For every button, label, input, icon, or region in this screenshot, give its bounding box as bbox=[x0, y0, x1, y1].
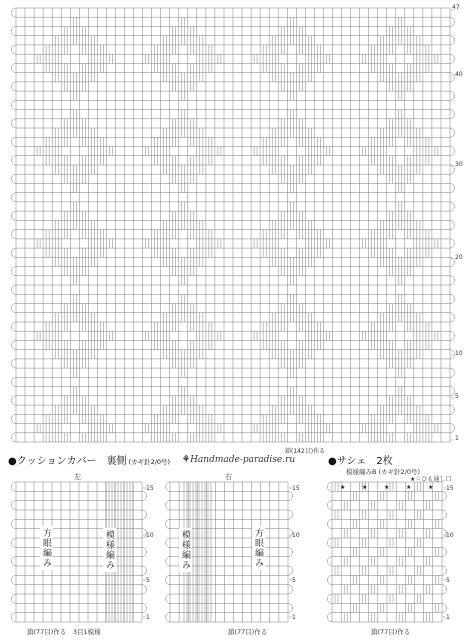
left-panel-header: 左 bbox=[74, 473, 81, 481]
left-row-number-15: 15 bbox=[146, 485, 154, 492]
sachet-foundation-label: 鎖(77目)作る bbox=[371, 628, 411, 636]
main-row-number-47: 47 bbox=[452, 4, 460, 11]
main-row-number-20: 20 bbox=[455, 254, 463, 261]
right-row-number-15: 15 bbox=[292, 485, 300, 492]
star-marker-icon: ★ bbox=[384, 484, 390, 491]
right-row-number-1: 1 bbox=[292, 614, 296, 621]
left-panel-label-a: 方眼編み bbox=[41, 528, 51, 568]
main-row-number-30: 30 bbox=[455, 161, 463, 168]
right-panel-label-b: 方眼編み bbox=[253, 528, 263, 568]
star-marker-icon: ★ bbox=[428, 484, 434, 491]
left-panel-label-b: 模様編み bbox=[104, 530, 114, 570]
right-panel-header: 右 bbox=[225, 473, 232, 481]
sachet-legend: ★＝ひも通し口 bbox=[410, 476, 452, 483]
main-foundation-label: 鎖(142目)作る bbox=[285, 448, 326, 455]
main-row-number-10: 10 bbox=[455, 350, 463, 357]
sachet-row-number-5: 5 bbox=[446, 577, 450, 584]
star-marker-icon: ★ bbox=[362, 484, 368, 491]
sachet-row-number-10: 10 bbox=[446, 532, 454, 539]
main-row-number-40: 40 bbox=[455, 71, 463, 78]
cushion-title-text: ●クッションカバー 裏側 bbox=[8, 456, 127, 467]
star-marker-icon: ★ bbox=[340, 484, 346, 491]
sachet-subtitle: 模様編みB (カギ針2/0号) bbox=[346, 468, 421, 476]
left-row-number-10: 10 bbox=[146, 532, 154, 539]
right-row-number-10: 10 bbox=[292, 532, 300, 539]
watermark-logo bbox=[182, 455, 295, 465]
sachet-row-number-15: 15 bbox=[446, 485, 454, 492]
cushion-section-title bbox=[8, 456, 170, 468]
chart-gridlines bbox=[11, 8, 454, 622]
left-row-number-5: 5 bbox=[146, 577, 150, 584]
left-foundation-label: 鎖(77目)作る 3目1模様 bbox=[27, 628, 101, 636]
right-panel-label-a: 模様編み bbox=[180, 530, 190, 570]
right-row-number-5: 5 bbox=[292, 577, 296, 584]
right-foundation-label: 鎖(77目)作る bbox=[228, 628, 268, 636]
cushion-title-note: (カギ針2/0号) bbox=[128, 458, 171, 466]
watermark-text: Handmade-paradise.ru bbox=[190, 455, 296, 465]
main-row-number-1: 1 bbox=[455, 435, 459, 442]
watermark-mark-icon: ⚘ bbox=[182, 455, 191, 465]
sachet-section-title: ●サシェ 2枚 bbox=[328, 456, 393, 467]
left-row-number-1: 1 bbox=[146, 614, 150, 621]
sachet-row-number-1: 1 bbox=[446, 614, 450, 621]
main-row-number-5: 5 bbox=[455, 393, 459, 400]
star-marker-icon: ★ bbox=[406, 484, 412, 491]
